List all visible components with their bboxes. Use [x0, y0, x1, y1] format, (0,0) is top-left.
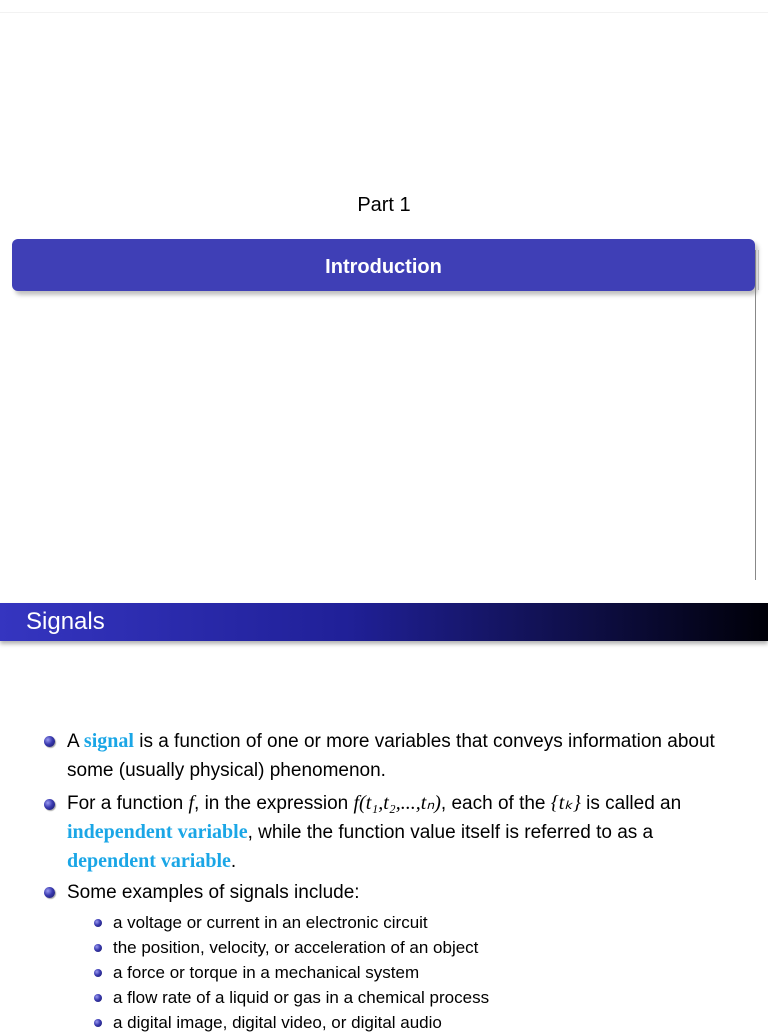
sub-bullet-icon [94, 969, 102, 977]
math-expression: f(t₁,t₂,...,tₙ) [353, 792, 441, 814]
text: A [67, 731, 84, 752]
example-item: a flow rate of a liquid or gas in a chemical process [113, 988, 490, 1007]
bullet-examples-intro: Some examples of signals include: [67, 882, 360, 903]
part-label: Part 1 [357, 194, 411, 216]
sub-bullet-icon [94, 944, 102, 952]
text: For a function [67, 793, 189, 814]
text: , each of the [440, 793, 551, 814]
example-item: a voltage or current in an electronic circuit [113, 913, 428, 932]
right-divider [755, 250, 756, 580]
text: . [230, 851, 237, 872]
intro-block-title: Introduction [12, 239, 755, 291]
bullet-variables [67, 789, 747, 876]
example-item: the position, velocity, or acceleration of an object [113, 938, 479, 957]
sub-bullet-icon [94, 994, 102, 1002]
math-f: f [188, 792, 195, 814]
example-item: a digital image, digital video, or digital audio [113, 1013, 442, 1032]
text: is a function of one or more variables that conveys information about some (usually physical) phenomenon. [67, 731, 715, 781]
term-independent-variable: independent variable [67, 821, 248, 843]
bullet-icon [44, 799, 55, 810]
term-dependent-variable: dependent variable [67, 850, 231, 872]
example-item: a force or torque in a mechanical system [113, 963, 420, 982]
text: , while the function value itself is referred to as a [247, 822, 654, 843]
sub-bullet-icon [94, 1019, 102, 1027]
bullet-icon [44, 736, 55, 747]
bullet-signal-definition [67, 727, 747, 785]
math-set: {tₖ} [550, 792, 581, 814]
text: is called an [580, 793, 682, 814]
frame-title: Signals [0, 603, 768, 641]
text: , in the expression [194, 793, 354, 814]
term-signal: signal [83, 730, 134, 752]
sub-bullet-icon [94, 919, 102, 927]
bullet-icon [44, 887, 55, 898]
right-divider-secondary [758, 250, 759, 290]
top-rule [0, 12, 768, 13]
